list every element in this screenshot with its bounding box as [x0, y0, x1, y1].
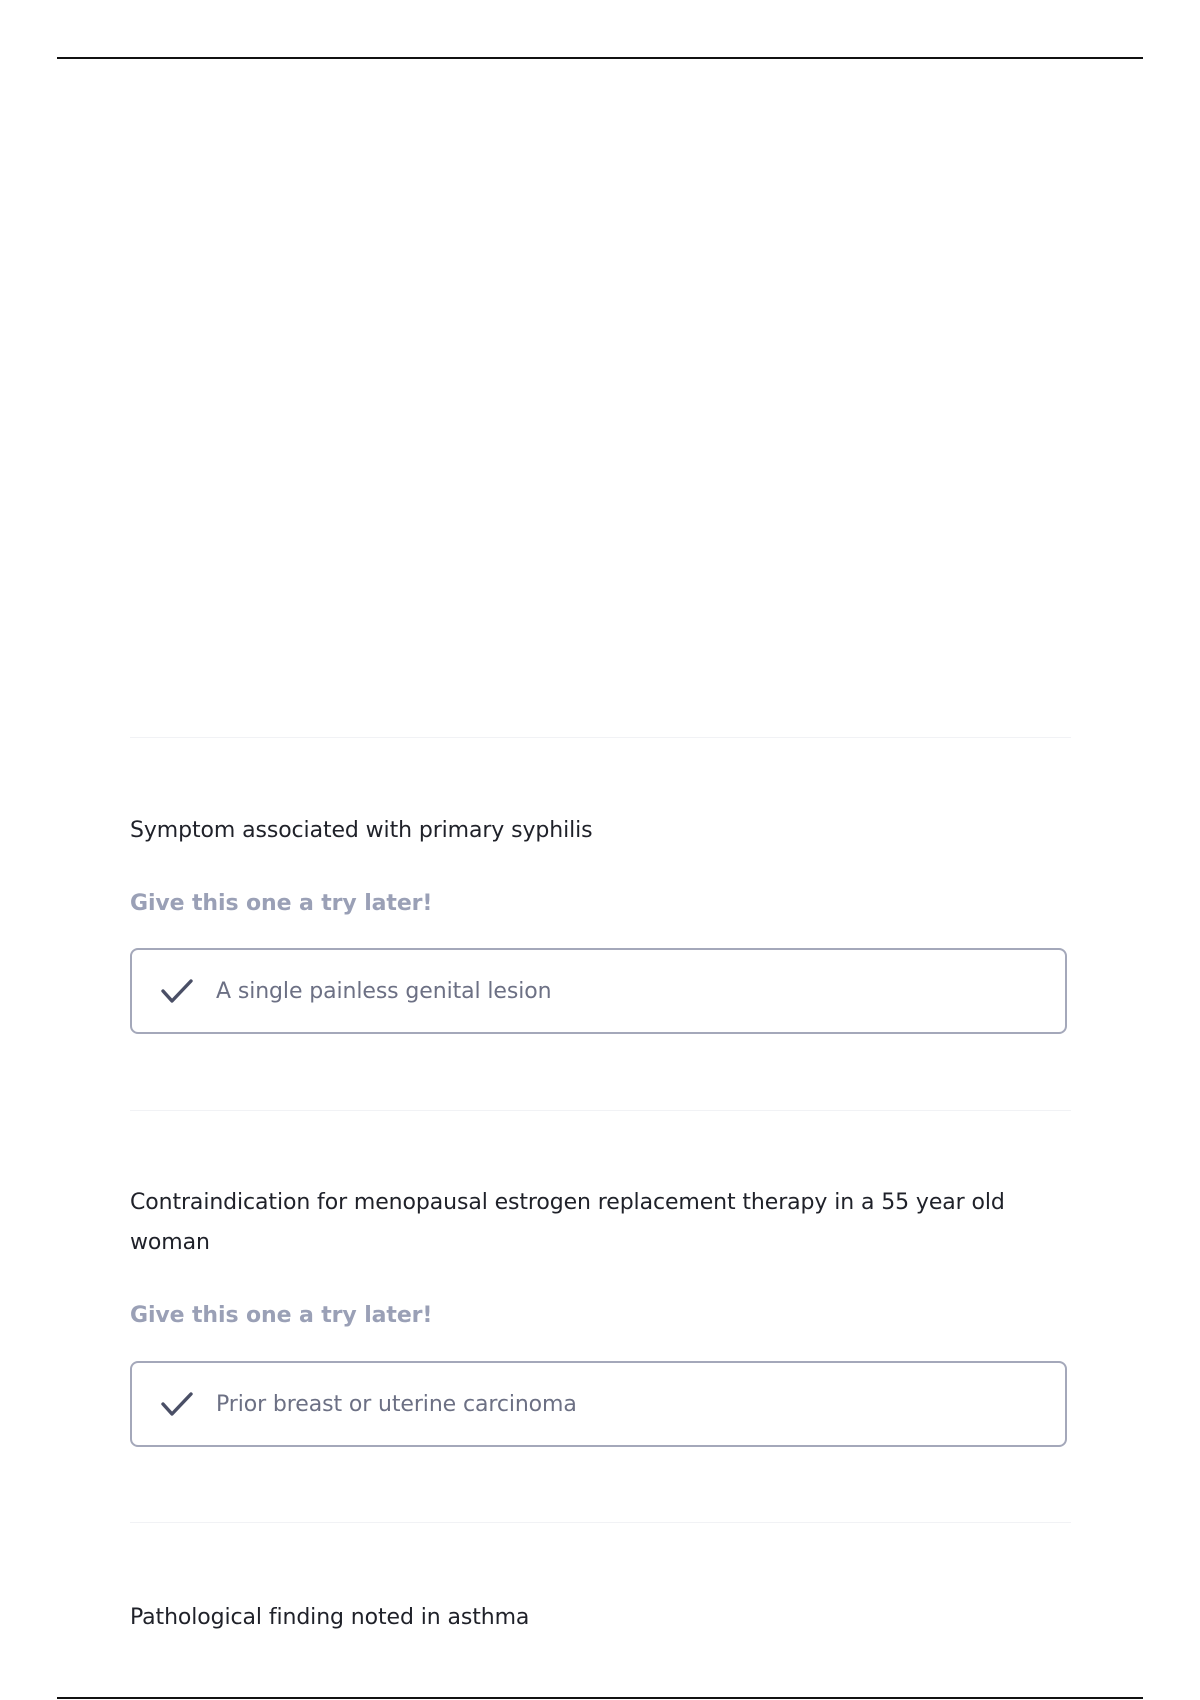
checkmark-icon [160, 976, 194, 1006]
page-bottom-rule [57, 1697, 1143, 1699]
card-question: Contraindication for menopausal estrogen replacement therapy in a 55 year old woman [130, 1190, 1005, 1255]
answer-option[interactable] [130, 948, 1067, 1034]
answer-text: A single painless genital lesion [216, 978, 552, 1004]
try-later-hint: Give this one a try later! [130, 891, 433, 916]
card-divider [130, 1110, 1071, 1111]
card-question: Pathological finding noted in asthma [130, 1605, 530, 1630]
card-divider [130, 737, 1071, 738]
card-divider [130, 1522, 1071, 1523]
try-later-hint: Give this one a try later! [130, 1303, 433, 1328]
checkmark-icon [160, 1389, 194, 1419]
card-question: Symptom associated with primary syphilis [130, 818, 593, 843]
answer-option[interactable] [130, 1361, 1067, 1447]
page-top-rule [57, 57, 1143, 59]
answer-text: Prior breast or uterine carcinoma [216, 1391, 577, 1417]
